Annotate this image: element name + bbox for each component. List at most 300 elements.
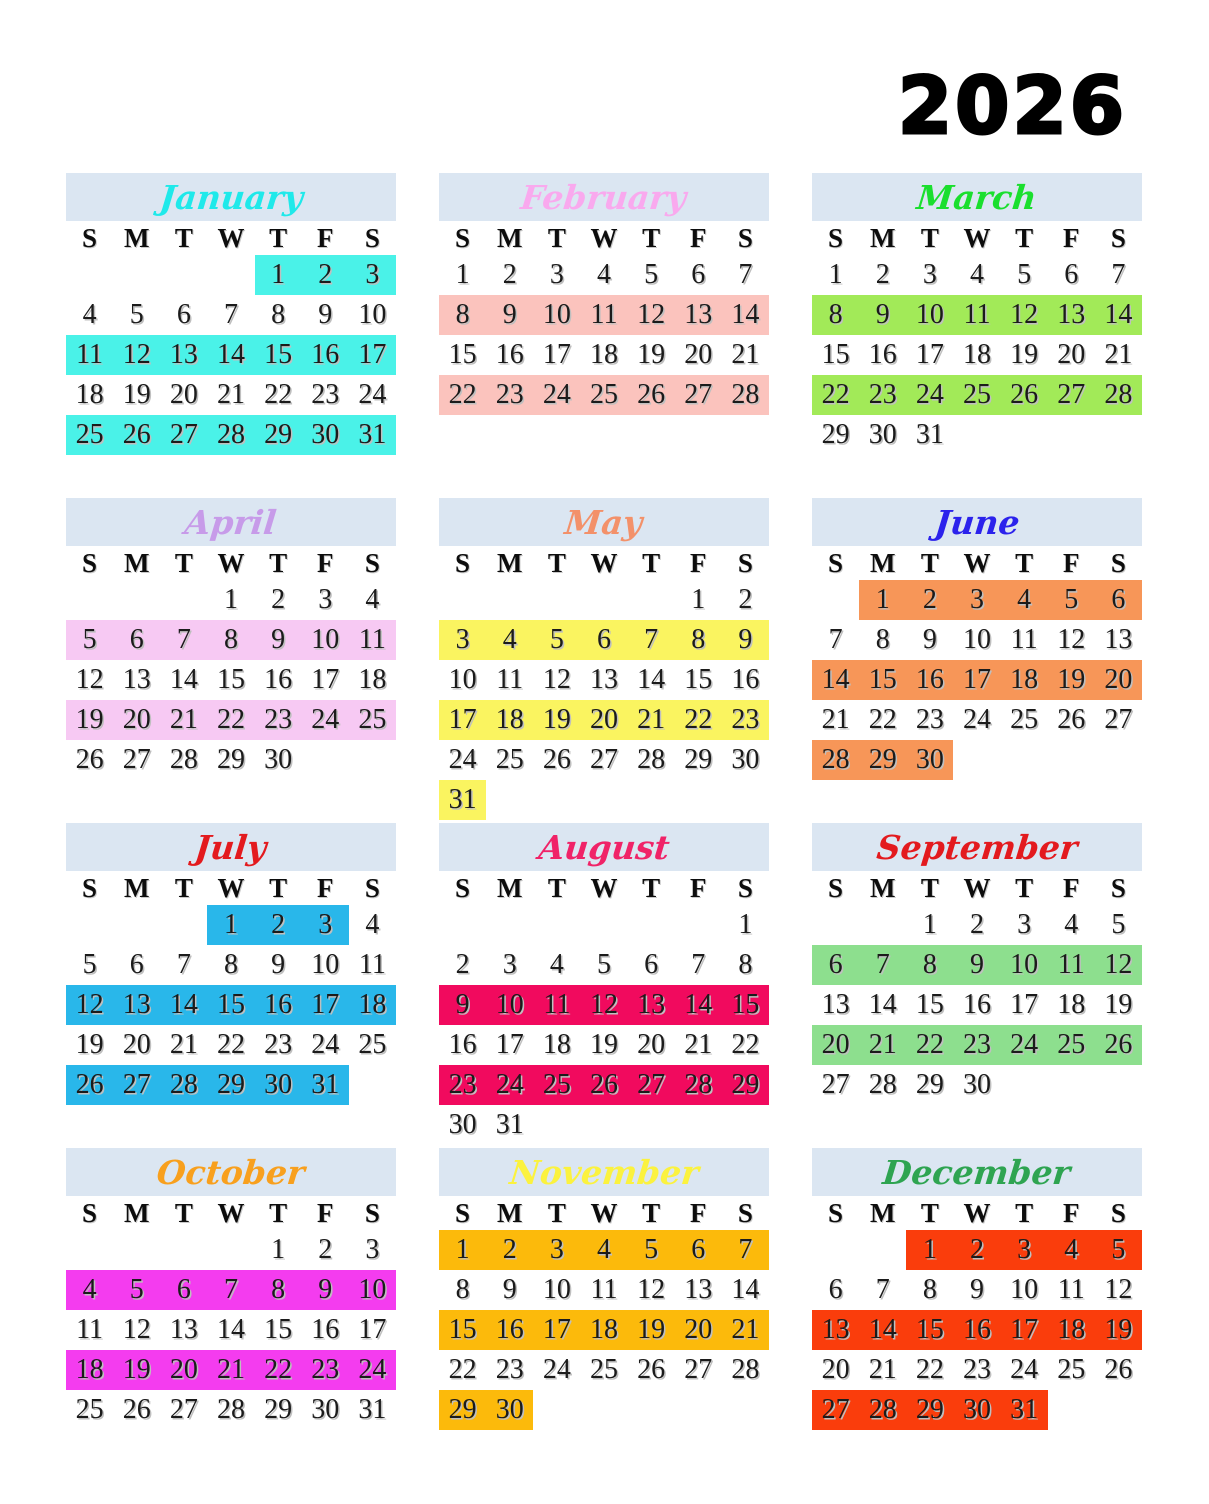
empty-cell — [113, 580, 160, 620]
day-cell: 21 — [216, 379, 245, 410]
day-cell: 27 — [1104, 704, 1133, 735]
day-cell: 29 — [906, 1390, 953, 1430]
day-cell: 17 — [1001, 1310, 1048, 1350]
week-row — [439, 985, 769, 1025]
day-cell: 1 — [223, 584, 238, 615]
day-cell: 28 — [216, 1394, 245, 1425]
day-cell: 26 — [628, 375, 675, 415]
day-cell: 10 — [906, 295, 953, 335]
day-cell: 17 — [542, 339, 571, 370]
day-cell: 27 — [169, 1394, 198, 1425]
day-cell: 29 — [216, 744, 245, 775]
day-cell: 21 — [731, 339, 760, 370]
day-cell: 4 — [365, 909, 380, 940]
month-title: August — [536, 827, 672, 867]
day-cell: 8 — [207, 620, 254, 660]
week-row — [439, 620, 769, 660]
weekday-label: T — [920, 222, 939, 253]
week-row — [812, 1310, 1142, 1350]
empty-cell — [1095, 740, 1142, 780]
day-cell: 6 — [644, 949, 659, 980]
day-cell: 7 — [722, 1230, 769, 1270]
empty-cell — [486, 905, 533, 945]
day-cell: 14 — [868, 989, 897, 1020]
weekday-label: F — [1063, 547, 1080, 578]
weekday-label: S — [1110, 222, 1126, 253]
day-cell: 9 — [302, 1270, 349, 1310]
day-cell: 27 — [684, 1354, 713, 1385]
weekday-label: M — [869, 1197, 896, 1228]
day-cell: 29 — [915, 1069, 944, 1100]
day-cell: 14 — [169, 664, 198, 695]
empty-cell — [675, 905, 722, 945]
weekday-label: S — [737, 872, 753, 903]
day-cell: 29 — [684, 744, 713, 775]
day-cell: 9 — [502, 1274, 517, 1305]
day-cell: 12 — [75, 664, 104, 695]
day-cell: 4 — [82, 299, 97, 330]
day-cell: 23 — [302, 1350, 349, 1390]
week-row — [439, 945, 769, 985]
day-cell: 16 — [906, 660, 953, 700]
day-cell: 9 — [439, 985, 486, 1025]
weekday-header-row — [812, 871, 1142, 905]
day-cell: 26 — [66, 1065, 113, 1105]
weekday-label: S — [1110, 547, 1126, 578]
week-row — [812, 1025, 1142, 1065]
weekday-label: S — [828, 1197, 844, 1228]
day-cell: 31 — [915, 419, 944, 450]
day-cell: 5 — [113, 1270, 160, 1310]
week-row — [439, 660, 769, 700]
empty-cell — [66, 580, 113, 620]
day-cell: 28 — [207, 415, 254, 455]
day-cell: 19 — [533, 700, 580, 740]
week-row — [66, 1230, 396, 1270]
day-cell: 19 — [1095, 1310, 1142, 1350]
day-cell: 19 — [113, 1350, 160, 1390]
day-cell: 10 — [311, 949, 340, 980]
empty-cell — [533, 1105, 580, 1145]
day-cell: 8 — [922, 1274, 937, 1305]
day-cell: 23 — [255, 700, 302, 740]
day-cell: 14 — [731, 1274, 760, 1305]
day-cell: 18 — [542, 1029, 571, 1060]
day-cell: 27 — [160, 415, 207, 455]
day-cell: 9 — [271, 949, 286, 980]
weekday-label: S — [82, 222, 98, 253]
month-title: September — [874, 827, 1080, 867]
day-cell: 6 — [691, 259, 706, 290]
week-row — [812, 945, 1142, 985]
day-cell: 13 — [821, 989, 850, 1020]
day-cell: 23 — [264, 1029, 293, 1060]
weekday-header-row — [66, 221, 396, 255]
day-cell: 23 — [953, 1025, 1000, 1065]
day-cell: 5 — [596, 949, 611, 980]
month-april — [66, 498, 396, 823]
week-row — [812, 1270, 1142, 1310]
day-cell: 5 — [644, 259, 659, 290]
month-title: April — [183, 502, 279, 542]
week-row — [439, 375, 769, 415]
month-may — [439, 498, 769, 823]
day-cell: 21 — [160, 700, 207, 740]
day-cell: 5 — [66, 620, 113, 660]
day-cell: 1 — [859, 580, 906, 620]
day-cell: 17 — [953, 660, 1000, 700]
day-cell: 29 — [722, 1065, 769, 1105]
weekday-header-row — [66, 1196, 396, 1230]
weekday-label: S — [737, 222, 753, 253]
day-cell: 22 — [915, 1354, 944, 1385]
day-cell: 16 — [868, 339, 897, 370]
day-cell: 19 — [1104, 989, 1133, 1020]
day-cell: 25 — [1048, 1025, 1095, 1065]
day-cell: 28 — [637, 744, 666, 775]
empty-cell — [1048, 415, 1095, 455]
week-row — [66, 1350, 396, 1390]
empty-cell — [1095, 415, 1142, 455]
day-cell: 2 — [318, 1234, 333, 1265]
weekday-label: F — [1063, 222, 1080, 253]
day-cell: 6 — [675, 1230, 722, 1270]
day-cell: 24 — [542, 1354, 571, 1385]
weekday-header-row — [812, 221, 1142, 255]
day-cell: 17 — [349, 335, 396, 375]
day-cell: 13 — [160, 335, 207, 375]
day-cell: 8 — [223, 949, 238, 980]
week-row — [66, 660, 396, 700]
day-cell: 30 — [311, 1394, 340, 1425]
day-cell: 15 — [439, 1310, 486, 1350]
weekday-label: S — [455, 547, 471, 578]
day-cell: 16 — [495, 339, 524, 370]
empty-cell — [207, 1230, 254, 1270]
day-cell: 3 — [1017, 909, 1032, 940]
week-row — [439, 255, 769, 295]
day-cell: 28 — [868, 1069, 897, 1100]
empty-cell — [628, 1105, 675, 1145]
weekday-label: S — [364, 222, 380, 253]
week-row — [812, 1390, 1142, 1430]
day-cell: 6 — [1095, 580, 1142, 620]
month-july — [66, 823, 396, 1148]
empty-cell — [349, 1065, 396, 1105]
day-cell: 13 — [1048, 295, 1095, 335]
month-title: February — [519, 177, 689, 217]
weekday-label: F — [690, 872, 707, 903]
day-cell: 11 — [1048, 945, 1095, 985]
month-february — [439, 173, 769, 498]
week-row — [66, 1310, 396, 1350]
day-cell: 23 — [439, 1065, 486, 1105]
day-cell: 8 — [738, 949, 753, 980]
weekday-label: S — [737, 1197, 753, 1228]
day-cell: 25 — [953, 375, 1000, 415]
weekday-label: T — [174, 222, 193, 253]
day-cell: 2 — [502, 259, 517, 290]
empty-cell — [1001, 415, 1048, 455]
weekday-label: M — [123, 872, 150, 903]
empty-cell — [113, 905, 160, 945]
weekday-label: S — [364, 547, 380, 578]
day-cell: 30 — [486, 1390, 533, 1430]
day-cell: 21 — [684, 1029, 713, 1060]
day-cell: 13 — [684, 1274, 713, 1305]
day-cell: 26 — [580, 1065, 627, 1105]
day-cell: 11 — [496, 664, 524, 695]
day-cell: 19 — [75, 1029, 104, 1060]
week-row — [66, 1025, 396, 1065]
day-cell: 21 — [628, 700, 675, 740]
day-cell: 18 — [486, 700, 533, 740]
day-cell: 10 — [349, 1270, 396, 1310]
day-cell: 20 — [580, 700, 627, 740]
weekday-label: M — [123, 222, 150, 253]
day-cell: 25 — [1057, 1354, 1086, 1385]
day-cell: 4 — [1001, 580, 1048, 620]
week-row — [66, 905, 396, 945]
day-cell: 23 — [722, 700, 769, 740]
empty-cell — [486, 580, 533, 620]
day-cell: 6 — [580, 620, 627, 660]
day-cell: 18 — [1057, 989, 1086, 1020]
day-cell: 1 — [906, 1230, 953, 1270]
weekday-label: T — [1015, 1197, 1034, 1228]
day-cell: 20 — [812, 1025, 859, 1065]
month-header-band — [66, 1148, 396, 1196]
week-row — [439, 1270, 769, 1310]
day-cell: 30 — [962, 1069, 991, 1100]
weekday-label: M — [869, 872, 896, 903]
week-row — [812, 740, 1142, 780]
day-cell: 20 — [113, 700, 160, 740]
weekday-label: T — [547, 1197, 566, 1228]
empty-cell — [66, 1230, 113, 1270]
weekday-label: F — [1063, 1197, 1080, 1228]
day-cell: 4 — [549, 949, 564, 980]
day-cell: 24 — [906, 375, 953, 415]
day-cell: 24 — [302, 700, 349, 740]
day-cell: 23 — [486, 375, 533, 415]
day-cell: 2 — [875, 259, 890, 290]
weekday-label: T — [1015, 547, 1034, 578]
day-cell: 12 — [1095, 945, 1142, 985]
month-title: March — [915, 177, 1039, 217]
day-cell: 9 — [969, 1274, 984, 1305]
day-cell: 13 — [122, 664, 151, 695]
month-header-band — [66, 173, 396, 221]
week-row — [439, 740, 769, 780]
day-cell: 6 — [1064, 259, 1079, 290]
empty-cell — [439, 580, 486, 620]
day-cell: 15 — [448, 339, 477, 370]
day-cell: 9 — [255, 620, 302, 660]
week-row — [812, 700, 1142, 740]
empty-cell — [1095, 1065, 1142, 1105]
weekday-label: M — [123, 547, 150, 578]
day-cell: 12 — [580, 985, 627, 1025]
day-cell: 17 — [533, 1310, 580, 1350]
day-cell: 21 — [207, 1350, 254, 1390]
day-cell: 30 — [906, 740, 953, 780]
month-header-band — [439, 823, 769, 871]
day-cell: 21 — [859, 1025, 906, 1065]
weekday-label: T — [920, 547, 939, 578]
day-cell: 22 — [207, 700, 254, 740]
week-row — [66, 1065, 396, 1105]
day-cell: 17 — [495, 1029, 524, 1060]
day-cell: 6 — [129, 949, 144, 980]
day-cell: 20 — [675, 1310, 722, 1350]
weekday-header-row — [439, 546, 769, 580]
day-cell: 21 — [821, 704, 850, 735]
day-cell: 16 — [486, 1310, 533, 1350]
day-cell: 9 — [922, 624, 937, 655]
weekday-label: T — [269, 222, 288, 253]
day-cell: 1 — [738, 909, 753, 940]
week-row — [439, 780, 769, 820]
empty-cell — [160, 905, 207, 945]
day-cell: 27 — [821, 1069, 850, 1100]
month-title: October — [155, 1152, 307, 1192]
day-cell: 20 — [1057, 339, 1086, 370]
weekday-label: F — [690, 222, 707, 253]
day-cell: 30 — [953, 1390, 1000, 1430]
empty-cell — [349, 740, 396, 780]
weekday-label: F — [690, 547, 707, 578]
week-row — [66, 985, 396, 1025]
empty-cell — [675, 1390, 722, 1430]
day-cell: 18 — [358, 664, 387, 695]
day-cell: 15 — [722, 985, 769, 1025]
week-row — [439, 1310, 769, 1350]
day-cell: 4 — [66, 1270, 113, 1310]
day-cell: 3 — [302, 905, 349, 945]
week-row — [812, 1230, 1142, 1270]
day-cell: 23 — [962, 1354, 991, 1385]
day-cell: 18 — [349, 985, 396, 1025]
day-cell: 20 — [684, 339, 713, 370]
day-cell: 25 — [66, 415, 113, 455]
day-cell: 17 — [302, 985, 349, 1025]
week-row — [66, 700, 396, 740]
day-cell: 5 — [129, 299, 144, 330]
day-cell: 2 — [302, 255, 349, 295]
day-cell: 22 — [812, 375, 859, 415]
day-cell: 9 — [859, 295, 906, 335]
day-cell: 16 — [731, 664, 760, 695]
day-cell: 23 — [495, 1354, 524, 1385]
day-cell: 15 — [207, 985, 254, 1025]
day-cell: 4 — [1048, 1230, 1095, 1270]
day-cell: 22 — [731, 1029, 760, 1060]
week-row — [439, 335, 769, 375]
day-cell: 21 — [868, 1354, 897, 1385]
month-header-band — [812, 498, 1142, 546]
day-cell: 21 — [722, 1310, 769, 1350]
day-cell: 8 — [271, 299, 286, 330]
day-cell: 12 — [637, 1274, 666, 1305]
day-cell: 6 — [812, 945, 859, 985]
day-cell: 11 — [1010, 624, 1038, 655]
month-header-band — [66, 823, 396, 871]
day-cell: 8 — [455, 1274, 470, 1305]
day-cell: 11 — [66, 335, 113, 375]
day-cell: 19 — [122, 379, 151, 410]
month-header-band — [439, 498, 769, 546]
day-cell: 23 — [311, 379, 340, 410]
day-cell: 18 — [1048, 1310, 1095, 1350]
weekday-label: W — [590, 1197, 618, 1228]
weekday-label: S — [364, 1197, 380, 1228]
weekday-label: M — [123, 1197, 150, 1228]
empty-cell — [859, 905, 906, 945]
empty-cell — [722, 780, 769, 820]
day-cell: 12 — [542, 664, 571, 695]
empty-cell — [533, 580, 580, 620]
weekday-label: T — [920, 872, 939, 903]
day-cell: 1 — [255, 255, 302, 295]
month-march — [812, 173, 1142, 498]
empty-cell — [1001, 1065, 1048, 1105]
year-title: 2026 — [897, 62, 1127, 152]
day-cell: 25 — [358, 1029, 387, 1060]
weekday-label: T — [174, 547, 193, 578]
weekday-label: S — [828, 222, 844, 253]
empty-cell — [580, 580, 627, 620]
day-cell: 7 — [160, 620, 207, 660]
day-cell: 15 — [684, 664, 713, 695]
day-cell: 7 — [176, 949, 191, 980]
day-cell: 4 — [596, 259, 611, 290]
day-cell: 26 — [637, 1354, 666, 1385]
day-cell: 4 — [486, 620, 533, 660]
day-cell: 5 — [1017, 259, 1032, 290]
week-row — [66, 335, 396, 375]
weekday-label: T — [547, 222, 566, 253]
day-cell: 4 — [580, 1230, 627, 1270]
day-cell: 1 — [455, 259, 470, 290]
day-cell: 29 — [207, 1065, 254, 1105]
weekday-label: T — [547, 547, 566, 578]
weekday-header-row — [812, 1196, 1142, 1230]
day-cell: 14 — [1095, 295, 1142, 335]
weekday-label: S — [1110, 872, 1126, 903]
day-cell: 22 — [906, 1025, 953, 1065]
weekday-label: M — [496, 1197, 523, 1228]
day-cell: 19 — [589, 1029, 618, 1060]
empty-cell — [1048, 740, 1095, 780]
day-cell: 4 — [365, 584, 380, 615]
week-row — [66, 255, 396, 295]
weekday-label: T — [547, 872, 566, 903]
day-cell: 17 — [1010, 989, 1039, 1020]
day-cell: 3 — [1001, 1230, 1048, 1270]
day-cell: 27 — [675, 375, 722, 415]
day-cell: 31 — [439, 780, 486, 820]
week-row — [66, 580, 396, 620]
day-cell: 1 — [922, 909, 937, 940]
day-cell: 24 — [358, 379, 387, 410]
week-row — [812, 375, 1142, 415]
day-cell: 2 — [486, 1230, 533, 1270]
empty-cell — [207, 255, 254, 295]
day-cell: 25 — [533, 1065, 580, 1105]
month-header-band — [812, 823, 1142, 871]
day-cell: 2 — [969, 909, 984, 940]
